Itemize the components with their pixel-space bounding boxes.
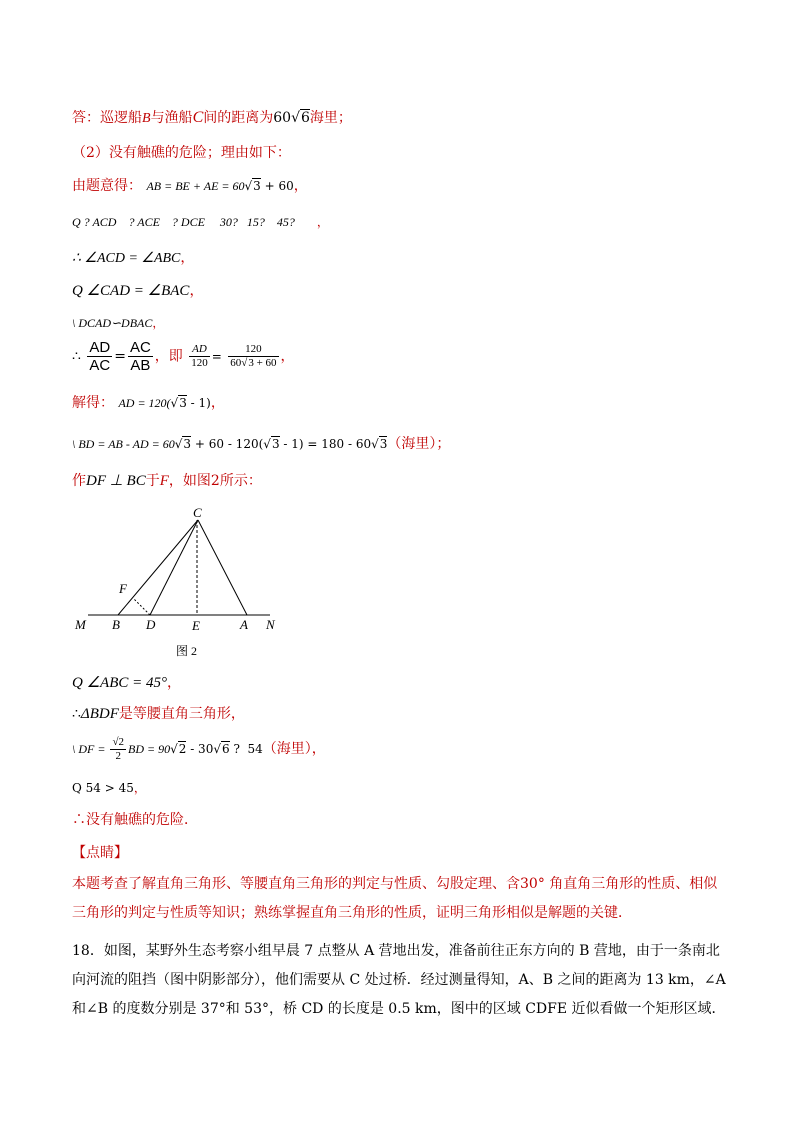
therefore1-line (72, 251, 194, 266)
line-df-dashed (133, 598, 150, 615)
part2-heading: （2）没有触礁的危险；理由如下： (72, 145, 291, 161)
answer-prefix: 答：巡逻船 (72, 110, 142, 126)
df-frac: $\frac{√2}{2}$ (112, 736, 124, 762)
bd-sqrt2: 3 (271, 437, 280, 451)
ratio-frac-2: $\frac{AC}{AB}$ (129, 339, 151, 374)
abc45-comma: ， (166, 675, 181, 691)
perp-expr: DF ⊥ BC (86, 473, 146, 489)
abc45-expr: Q ∠ABC = 45° (72, 675, 167, 691)
ratio-frac-1: $\frac{AD}{AC}$ (89, 339, 111, 374)
df-sqrt1: 2 (178, 742, 187, 756)
df-expr-a: \ DF = (72, 742, 109, 756)
var-c: C (192, 109, 204, 126)
therefore1-expr: ∴ ∠ACD = ∠ABC (72, 251, 181, 266)
ratio-frac-4: $\frac{120}{60√3 + 60}$ (230, 343, 277, 369)
q1-line (72, 216, 329, 228)
label-c: C (193, 505, 202, 520)
bd-sqrt1: 3 (183, 437, 192, 451)
ratio-eq: = (114, 348, 126, 365)
figure-2 (72, 500, 292, 665)
similar-comma: ， (152, 316, 165, 330)
q2-line (72, 284, 203, 299)
df-suffix: （海里）， (262, 741, 326, 757)
bd-suffix: （海里）； (387, 436, 451, 452)
bd-expr-c: - 1) = 180 - 60 (279, 437, 372, 451)
iso-prefix: ∴ (72, 706, 81, 722)
given-tail: + 60 (260, 179, 294, 193)
conclusion-line: ∴没有触礁的危险． (72, 812, 198, 828)
q54-expr: Q 54 > 45 (72, 781, 134, 795)
ratio-mid: ，即 (154, 348, 183, 365)
label-a: A (240, 617, 248, 632)
comment-body: 本题考查了解直角三角形、等腰直角三角形的判定与性质、勾股定理、含30° 角直角三角形的性质、相似三角形的判定与性质等知识；熟练掌握直角三角形的性质，证明三角形相似是解题的关键． (72, 876, 718, 921)
df-expr-c: - 30 (186, 742, 214, 756)
df-expr-d: ? 54 (229, 742, 263, 756)
abc45-line (72, 676, 181, 691)
df-line: \ DF = $\frac{√2}{2}$ BD = 90√2 - 30√6 ? 54（海里）， (72, 736, 326, 762)
perp-suffix: ，如图2所示： (168, 473, 262, 489)
perp-line (72, 474, 262, 489)
line-dc (150, 520, 198, 615)
ratio-therefore: ∴ (72, 348, 81, 365)
comment-heading: 【点睛】 (72, 845, 128, 861)
q1-comma: ， (316, 215, 329, 229)
answer-mid: 与渔船 (150, 110, 193, 126)
perp-f: F (159, 473, 169, 489)
figure-caption: 图 2 (176, 644, 198, 658)
q54-comma: ， (133, 781, 146, 795)
bd-sqrt3: 3 (379, 437, 388, 451)
answer-suffix: 海里； (309, 110, 352, 126)
given-label: 由题意得： (72, 178, 142, 194)
df-sqrt2: 6 (221, 742, 230, 756)
label-m: M (75, 617, 86, 632)
therefore1-comma: ， (180, 250, 195, 266)
ratio-comma: ， (280, 348, 295, 365)
bd-expr-a: \ BD = AB - AD = 60 (72, 437, 175, 451)
label-n: N (266, 617, 275, 632)
line-bc (118, 520, 198, 615)
q2-expr: Q ∠CAD = ∠BAC (72, 283, 190, 299)
solve-expr-b: - 1) (186, 396, 211, 410)
solve-label: 解得： (72, 395, 114, 411)
solve-expr-a: AD = 120( (118, 396, 171, 410)
given-line: 由题意得： AB = BE + AE = 60√3 + 60， (72, 178, 308, 194)
line-ca (198, 520, 247, 615)
bd-expr-b: + 60 - 120( (191, 437, 264, 451)
label-d: D (146, 617, 156, 632)
q2-comma: ， (189, 283, 204, 299)
answer-value: 60 (273, 110, 292, 126)
given-expr: AB = BE + AE = 60 (146, 179, 245, 193)
problem-18: 18．如图，某野外生态考察小组早晨 7 点整从 A 营地出发，准备前往正东方向的 B 营地，由于一条南北向河流的阻挡（图中阴影部分），他们需要从 C 处过桥．经过测量得知，A、B 之间的距离为 13 km，∠A 和∠B 的度数分别是 37°和 53°，桥 CD 的长度是 0.5 km，图中的区域 CDFE 近似看做一个矩形区域． (72, 943, 726, 1017)
iso-suffix: 是等腰直角三角形， (118, 706, 245, 722)
similar-line (72, 317, 164, 329)
similar-expr: \ DCAD∽DBAC (72, 316, 153, 330)
solve-comma: ， (210, 395, 225, 411)
ratio-frac-3: $\frac{AD}{120}$ (191, 343, 208, 369)
ratio-line: ∴ $\frac{AD}{AC}$ = $\frac{AC}{AB}$ ，即 $\frac{AD}{120}$ = $\frac{120}{60√3 + 60}$ ， (72, 339, 295, 374)
solve-sqrt: 3 (179, 396, 187, 410)
answer-sqrt: 6 (300, 110, 310, 126)
given-comma: ， (293, 178, 308, 194)
given-sqrt: 3 (253, 179, 261, 193)
iso-line (72, 707, 245, 722)
label-f: F (119, 581, 127, 596)
df-expr-b: BD = 90 (127, 742, 171, 756)
label-b: B (112, 617, 120, 632)
bd-line: \ BD = AB - AD = 60√3 + 60 - 120(√3 - 1) = 180 - 60√3（海里）； (72, 436, 451, 452)
perp-prefix: 作 (72, 473, 86, 489)
q1-expr: Q ? ACD ? ACE ? DCE 30? 15? 45? (72, 215, 295, 229)
solve-line: 解得： AD = 120(√3 - 1)， (72, 395, 225, 411)
answer-mid2: 间的距离为 (203, 110, 274, 126)
iso-expr: ΔBDF (80, 706, 119, 722)
answer-line: 答：巡逻船B与渔船C间的距离为60√6海里； (72, 109, 352, 126)
q54-line (72, 782, 146, 794)
perp-mid: 于 (145, 473, 160, 489)
var-b: B (142, 111, 151, 126)
label-e: E (192, 618, 200, 633)
